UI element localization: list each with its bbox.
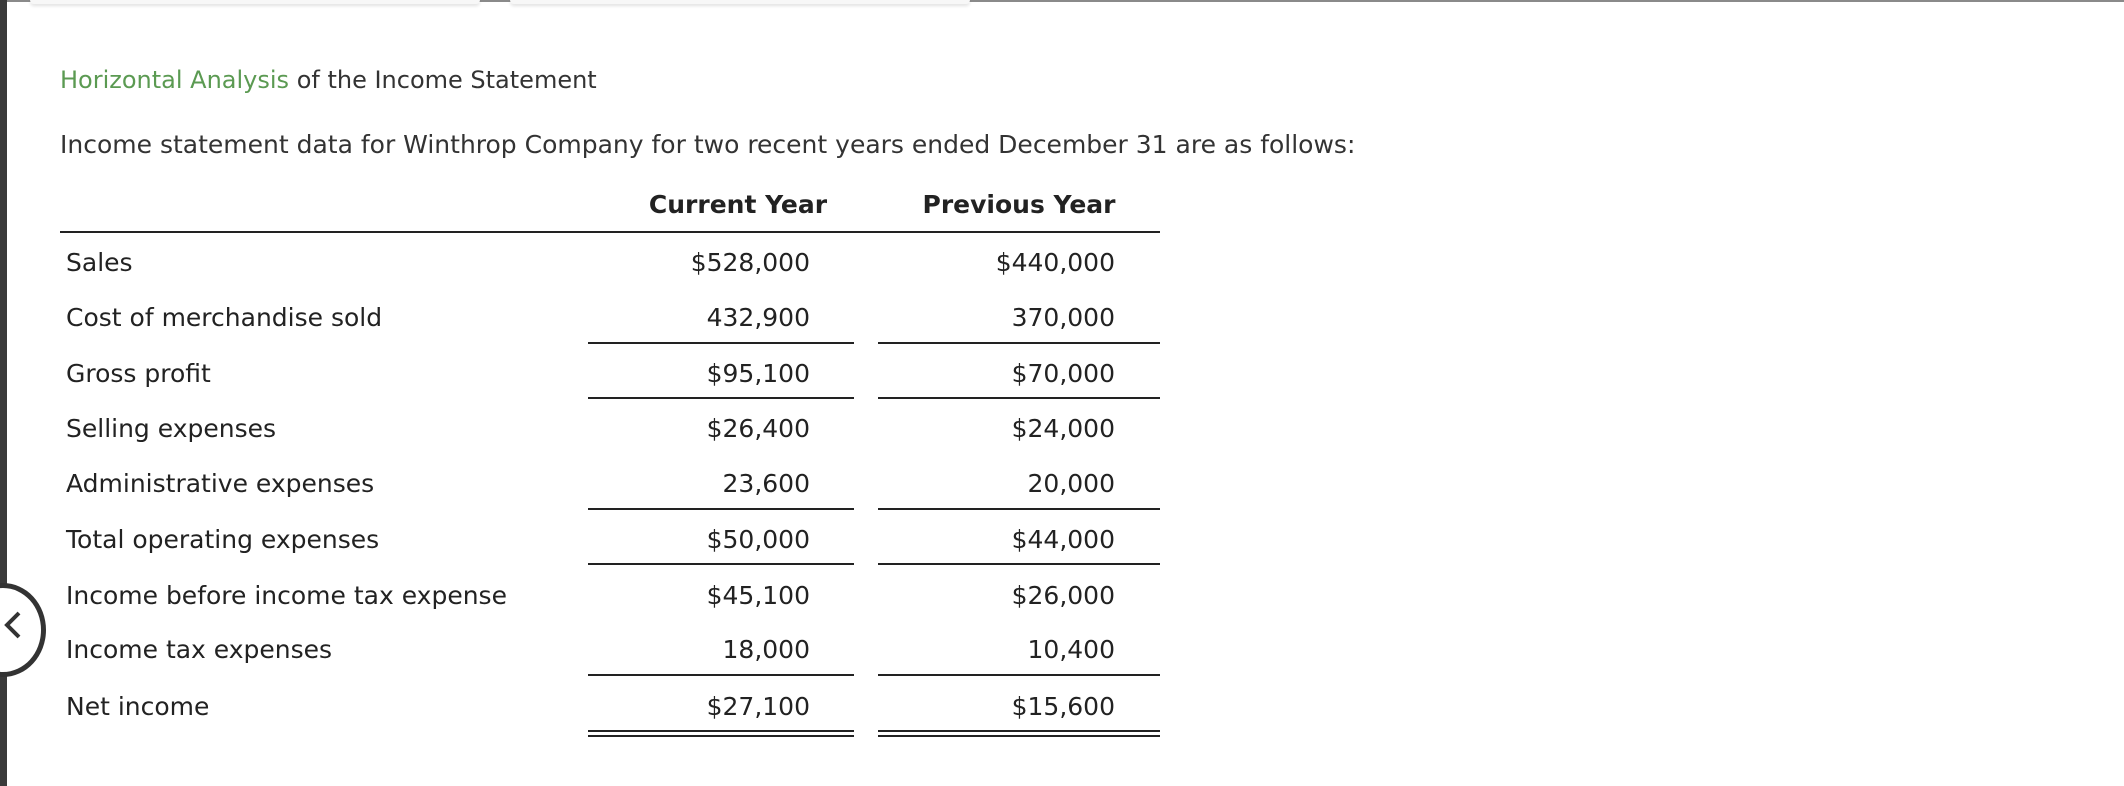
header-divider [60,231,1160,233]
top-tab [510,0,970,4]
table-row [0,299,1200,339]
row-label: Income before income tax expense [66,581,507,610]
current-year-value: $50,000 [706,525,810,554]
subtotal-rule [588,674,854,676]
total-double-rule [588,730,854,732]
table-row [0,688,1200,728]
column-header-current-year: Current Year [648,190,828,219]
row-label: Net income [66,692,210,721]
table-row [0,244,1200,284]
current-year-value: 23,600 [722,469,810,498]
row-label: Administrative expenses [66,469,375,498]
current-year-value: $27,100 [706,692,810,721]
table-row [0,577,1200,617]
current-year-value: $45,100 [706,581,810,610]
total-double-rule [878,735,1160,737]
row-label: Total operating expenses [66,525,380,554]
row-label: Income tax expenses [66,635,333,664]
row-label: Gross profit [66,359,211,388]
table-row [0,631,1200,671]
subtotal-rule [878,397,1160,399]
subtotal-rule [878,674,1160,676]
previous-year-value: $70,000 [1011,359,1115,388]
row-label: Selling expenses [66,414,277,443]
row-label: Sales [66,248,133,277]
previous-year-value: $44,000 [1011,525,1115,554]
previous-year-value: 370,000 [1011,303,1115,332]
table-row [0,355,1200,395]
subtotal-rule [878,342,1160,344]
previous-year-value: $440,000 [995,248,1115,277]
subtotal-rule [878,508,1160,510]
table-row [0,465,1200,505]
previous-year-value: $26,000 [1011,581,1115,610]
title-text: of the Income Statement [289,66,597,94]
previous-year-value: $15,600 [1011,692,1115,721]
top-tab [30,0,480,4]
row-label: Cost of merchandise sold [66,303,383,332]
subtotal-rule [588,563,854,565]
subtotal-rule [588,397,854,399]
current-year-value: $528,000 [690,248,810,277]
intro-text: Income statement data for Winthrop Company for two recent years ended December 31 are as follows: [60,130,1356,159]
current-year-value: 18,000 [722,635,810,664]
total-double-rule [878,730,1160,732]
current-year-value: $95,100 [706,359,810,388]
previous-year-value: 10,400 [1027,635,1115,664]
page-title [60,66,597,94]
subtotal-rule [588,508,854,510]
previous-year-value: 20,000 [1027,469,1115,498]
subtotal-rule [878,563,1160,565]
table-row [0,521,1200,561]
table-row [0,410,1200,450]
current-year-value: 432,900 [706,303,810,332]
horizontal-analysis-link[interactable]: Horizontal Analysis [60,66,290,94]
subtotal-rule [588,342,854,344]
current-year-value: $26,400 [706,414,810,443]
previous-year-value: $24,000 [1011,414,1115,443]
column-header-previous-year: Previous Year [922,190,1116,219]
total-double-rule [588,735,854,737]
